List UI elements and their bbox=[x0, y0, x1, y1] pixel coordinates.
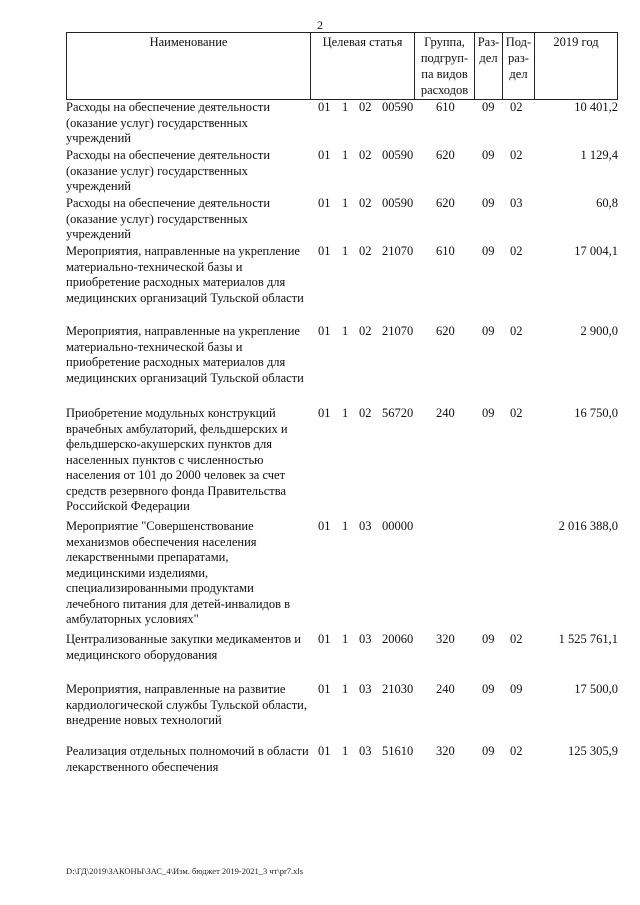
row-group: 620 bbox=[436, 196, 455, 210]
row-amount: 1 129,4 bbox=[580, 148, 618, 162]
row-code-event: 03 bbox=[359, 682, 372, 696]
row-podrazdel: 03 bbox=[510, 196, 523, 210]
row-code-direction: 20060 bbox=[382, 632, 414, 646]
table-row bbox=[66, 148, 626, 196]
table-row bbox=[66, 406, 626, 519]
row-code-program: 01 bbox=[318, 148, 331, 162]
row-name: Централизованные закупки медикаментов и медицинского оборудования bbox=[66, 632, 301, 662]
header-name: Наименование bbox=[67, 33, 311, 100]
row-name: Расходы на обеспечение деятельности (оказание услуг) государственных учреждений bbox=[66, 196, 271, 241]
table-row bbox=[66, 519, 626, 632]
row-group: 610 bbox=[436, 244, 455, 258]
row-code-direction: 21030 bbox=[382, 682, 414, 696]
row-code-direction: 21070 bbox=[382, 244, 414, 258]
row-code-program: 01 bbox=[318, 682, 331, 696]
row-amount: 16 750,0 bbox=[574, 406, 618, 420]
row-podrazdel: 02 bbox=[510, 148, 523, 162]
row-podrazdel: 02 bbox=[510, 244, 523, 258]
row-group: 620 bbox=[436, 148, 455, 162]
row-group: 320 bbox=[436, 632, 455, 646]
row-podrazdel: 02 bbox=[510, 744, 523, 758]
row-code-event: 02 bbox=[359, 406, 372, 420]
header-razdel: Раз- дел bbox=[475, 33, 503, 100]
table-row bbox=[66, 744, 626, 784]
table-row bbox=[66, 196, 626, 244]
row-code-event: 02 bbox=[359, 244, 372, 258]
row-code-event: 02 bbox=[359, 196, 372, 210]
row-razdel: 09 bbox=[482, 744, 495, 758]
row-name: Мероприятия, направленные на развитие кардиологической службы Тульской области, внедрение новых технологий bbox=[66, 682, 307, 727]
row-name: Приобретение модульных конструкций врачебных амбулаторий, фельдшерских и фельдшерско-акушерских пунктов для населенных пунктов с численностью населения от 101 до 2000 человек за счет средств резервного фонда Правительства Российской Федерации bbox=[66, 406, 288, 513]
page-number: 2 bbox=[317, 18, 323, 32]
row-code-direction: 51610 bbox=[382, 744, 414, 758]
row-code-program: 01 bbox=[318, 324, 331, 338]
row-amount: 125 305,9 bbox=[568, 744, 618, 758]
row-razdel: 09 bbox=[482, 632, 495, 646]
row-code-subprogram: 1 bbox=[342, 196, 349, 210]
row-code-event: 03 bbox=[359, 632, 372, 646]
row-code-direction: 21070 bbox=[382, 324, 414, 338]
table-row bbox=[66, 324, 626, 406]
row-amount: 17 004,1 bbox=[574, 244, 618, 258]
row-code-direction: 56720 bbox=[382, 406, 414, 420]
row-podrazdel: 09 bbox=[510, 682, 523, 696]
row-code-direction: 00590 bbox=[382, 196, 414, 210]
row-code-subprogram: 1 bbox=[342, 100, 349, 114]
row-code-direction: 00000 bbox=[382, 519, 414, 533]
row-code-event: 03 bbox=[359, 744, 372, 758]
table-row bbox=[66, 244, 626, 324]
row-name: Мероприятия, направленные на укрепление материально-технической базы и приобретение расходных материалов для медицинских организаций Тульской области bbox=[66, 244, 304, 305]
row-amount: 1 525 761,1 bbox=[558, 632, 618, 646]
row-code-subprogram: 1 bbox=[342, 148, 349, 162]
row-code-subprogram: 1 bbox=[342, 519, 349, 533]
row-podrazdel: 02 bbox=[510, 324, 523, 338]
row-code-direction: 00590 bbox=[382, 148, 414, 162]
row-code-program: 01 bbox=[318, 244, 331, 258]
row-code-program: 01 bbox=[318, 744, 331, 758]
row-name: Мероприятие "Совершенствование механизмов обеспечения населения лекарственными препаратами, медицинскими изделиями, специализированными продуктами лечебного питания для детей-инвалидов в амбулаторных условиях" bbox=[66, 519, 291, 626]
header-group: Группа, подгруп- па видов расходов bbox=[415, 33, 475, 100]
table-row bbox=[66, 100, 626, 148]
row-razdel: 09 bbox=[482, 682, 495, 696]
row-name: Расходы на обеспечение деятельности (оказание услуг) государственных учреждений bbox=[66, 148, 271, 193]
row-amount: 17 500,0 bbox=[574, 682, 618, 696]
budget-table-header bbox=[66, 32, 618, 100]
header-target-article: Целевая статья bbox=[311, 33, 415, 100]
header-row bbox=[67, 33, 618, 100]
row-razdel: 09 bbox=[482, 406, 495, 420]
row-razdel: 09 bbox=[482, 324, 495, 338]
row-podrazdel: 02 bbox=[510, 406, 523, 420]
row-group: 320 bbox=[436, 744, 455, 758]
row-code-subprogram: 1 bbox=[342, 244, 349, 258]
row-code-event: 02 bbox=[359, 324, 372, 338]
row-code-program: 01 bbox=[318, 100, 331, 114]
row-code-program: 01 bbox=[318, 196, 331, 210]
row-code-subprogram: 1 bbox=[342, 632, 349, 646]
row-code-event: 02 bbox=[359, 100, 372, 114]
row-podrazdel: 02 bbox=[510, 632, 523, 646]
row-amount: 10 401,2 bbox=[574, 100, 618, 114]
file-path-footer: D:\ГД\2019\ЗАКОНЫ\ЗАС_4\Изм. бюджет 2019-2021_3 чт\pr7.xls bbox=[66, 866, 304, 876]
row-code-program: 01 bbox=[318, 519, 331, 533]
row-code-subprogram: 1 bbox=[342, 406, 349, 420]
row-group: 240 bbox=[436, 682, 455, 696]
row-razdel: 09 bbox=[482, 100, 495, 114]
row-amount: 60,8 bbox=[596, 196, 618, 210]
row-name: Мероприятия, направленные на укрепление материально-технической базы и приобретение расходных материалов для медицинских организаций Тульской области bbox=[66, 324, 304, 385]
table-row bbox=[66, 632, 626, 682]
row-name: Расходы на обеспечение деятельности (оказание услуг) государственных учреждений bbox=[66, 100, 271, 145]
row-razdel: 09 bbox=[482, 196, 495, 210]
table-row bbox=[66, 682, 626, 744]
row-group: 610 bbox=[436, 100, 455, 114]
header-podrazdel: Под- раз- дел bbox=[503, 33, 535, 100]
row-podrazdel: 02 bbox=[510, 100, 523, 114]
budget-rows bbox=[66, 100, 626, 784]
row-name: Реализация отдельных полномочий в области лекарственного обеспечения bbox=[66, 744, 309, 774]
row-razdel: 09 bbox=[482, 244, 495, 258]
row-razdel: 09 bbox=[482, 148, 495, 162]
row-code-program: 01 bbox=[318, 406, 331, 420]
row-amount: 2 900,0 bbox=[580, 324, 618, 338]
header-year: 2019 год bbox=[535, 33, 618, 100]
row-code-subprogram: 1 bbox=[342, 682, 349, 696]
row-code-program: 01 bbox=[318, 632, 331, 646]
row-code-event: 02 bbox=[359, 148, 372, 162]
row-code-event: 03 bbox=[359, 519, 372, 533]
row-group: 620 bbox=[436, 324, 455, 338]
row-amount: 2 016 388,0 bbox=[558, 519, 618, 533]
row-code-subprogram: 1 bbox=[342, 744, 349, 758]
row-code-direction: 00590 bbox=[382, 100, 414, 114]
row-group: 240 bbox=[436, 406, 455, 420]
row-code-subprogram: 1 bbox=[342, 324, 349, 338]
